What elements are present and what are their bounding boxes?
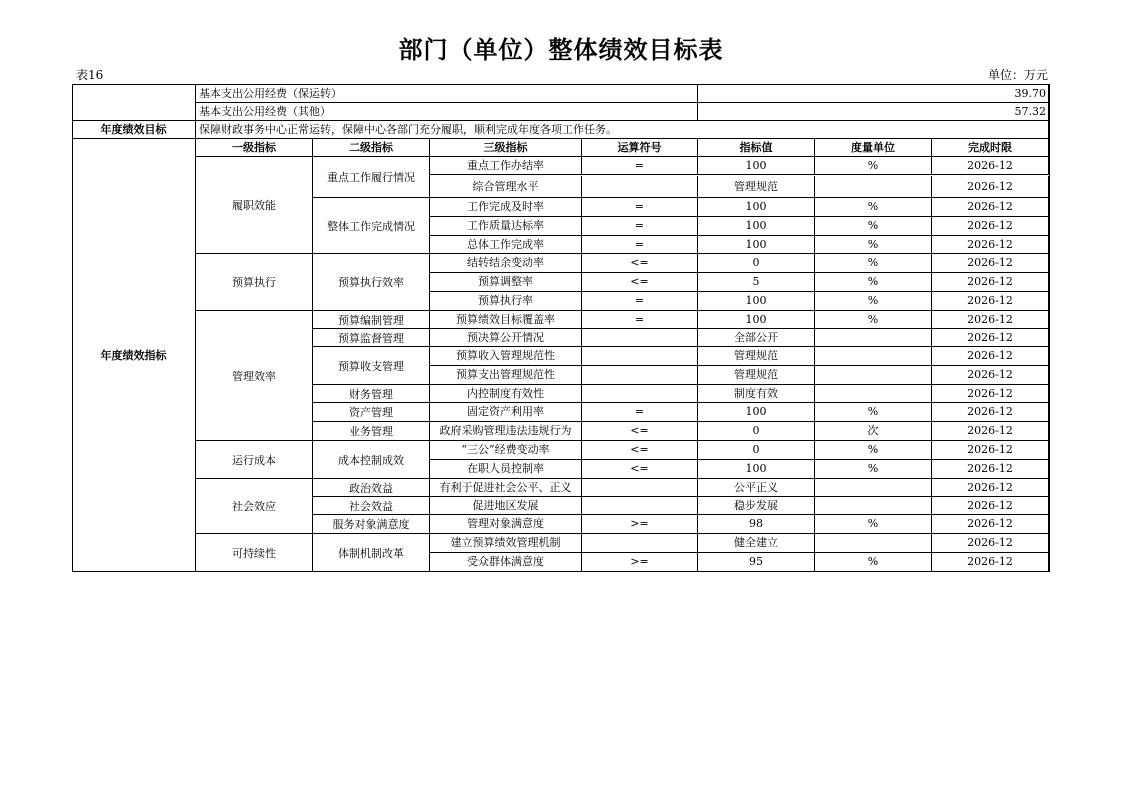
operator-cell <box>582 329 698 347</box>
deadline-cell: 2026-12 <box>932 403 1049 422</box>
operator-cell: = <box>582 157 698 175</box>
level3-cell: 政府采购管理违法违规行为 <box>430 422 582 441</box>
operator-cell: = <box>582 217 698 236</box>
level1-cell: 预算执行 <box>196 254 313 311</box>
fund-label: 基本支出公用经费（其他） <box>196 103 698 121</box>
deadline-cell: 2026-12 <box>932 497 1049 515</box>
level1-cell: 社会效应 <box>196 479 313 534</box>
deadline-cell: 2026-12 <box>932 311 1049 329</box>
value-cell: 0 <box>698 254 815 273</box>
operator-cell <box>582 347 698 366</box>
annual-goal-label: 年度绩效目标 <box>72 121 196 139</box>
operator-cell: >= <box>582 515 698 534</box>
table-number: 表16 <box>76 68 104 82</box>
deadline-cell: 2026-12 <box>932 385 1049 403</box>
table-row <box>72 311 1049 329</box>
fund-label: 基本支出公用经费（保运转） <box>196 85 698 103</box>
value-cell: 公平正义 <box>698 479 815 497</box>
level1-cell: 可持续性 <box>196 534 313 572</box>
deadline-cell: 2026-12 <box>932 534 1049 553</box>
deadline-cell: 2026-12 <box>932 347 1049 366</box>
level2-cell: 业务管理 <box>313 422 430 441</box>
header-unit: 度量单位 <box>815 139 932 157</box>
level2-cell: 预算编制管理 <box>313 311 430 329</box>
unit-cell <box>815 347 932 366</box>
deadline-cell: 2026-12 <box>932 329 1049 347</box>
operator-cell <box>582 479 698 497</box>
value-cell: 95 <box>698 553 815 572</box>
annual-goal-row <box>72 121 1049 139</box>
value-cell: 0 <box>698 441 815 460</box>
level3-cell: 重点工作办结率 <box>430 157 582 175</box>
deadline-cell: 2026-12 <box>932 254 1049 273</box>
table-row <box>72 460 1049 479</box>
table-row <box>72 176 1049 198</box>
deadline-cell: 2026-12 <box>932 217 1049 236</box>
unit-cell: % <box>815 515 932 534</box>
fund-value: 57.32 <box>698 103 1049 121</box>
deadline-cell: 2026-12 <box>932 198 1049 217</box>
unit-cell: % <box>815 157 932 175</box>
unit-cell: % <box>815 273 932 292</box>
level3-cell: 预算绩效目标覆盖率 <box>430 311 582 329</box>
value-cell: 制度有效 <box>698 385 815 403</box>
table-row <box>72 515 1049 534</box>
level2-cell: 资产管理 <box>313 403 430 422</box>
level3-cell: 建立预算绩效管理机制 <box>430 534 582 553</box>
unit-cell: % <box>815 441 932 460</box>
table-row <box>72 273 1049 292</box>
operator-cell: = <box>582 236 698 254</box>
value-cell: 100 <box>698 460 815 479</box>
level3-cell: 受众群体满意度 <box>430 553 582 572</box>
deadline-cell: 2026-12 <box>932 176 1049 198</box>
unit-cell <box>815 366 932 385</box>
level2-cell: 服务对象满意度 <box>313 515 430 534</box>
value-cell: 管理规范 <box>698 366 815 385</box>
deadline-cell: 2026-12 <box>932 236 1049 254</box>
level1-cell: 履职效能 <box>196 157 313 254</box>
value-cell: 100 <box>698 311 815 329</box>
fund-left-spacer <box>72 85 196 103</box>
value-cell: 健全建立 <box>698 534 815 553</box>
level2-cell: 预算监督管理 <box>313 329 430 347</box>
fund-row <box>72 103 1049 121</box>
table-row <box>72 329 1049 347</box>
deadline-cell: 2026-12 <box>932 515 1049 534</box>
header-level2: 二级指标 <box>313 139 430 157</box>
value-cell: 5 <box>698 273 815 292</box>
level3-cell: 管理对象满意度 <box>430 515 582 534</box>
level3-cell: 预算收入管理规范性 <box>430 347 582 366</box>
deadline-cell: 2026-12 <box>932 422 1049 441</box>
table-row <box>72 441 1049 460</box>
level3-cell: 预算支出管理规范性 <box>430 366 582 385</box>
level2-cell: 预算收支管理 <box>313 347 430 385</box>
deadline-cell: 2026-12 <box>932 553 1049 572</box>
unit-cell: % <box>815 236 932 254</box>
level3-cell: 在职人员控制率 <box>430 460 582 479</box>
operator-cell <box>582 176 698 198</box>
fund-value: 39.70 <box>698 85 1049 103</box>
level2-cell: 预算执行效率 <box>313 254 430 311</box>
value-cell: 98 <box>698 515 815 534</box>
level3-cell: 工作质量达标率 <box>430 217 582 236</box>
level2-cell: 成本控制成效 <box>313 441 430 479</box>
header-operator: 运算符号 <box>582 139 698 157</box>
value-cell: 0 <box>698 422 815 441</box>
operator-cell: <= <box>582 273 698 292</box>
value-cell: 100 <box>698 198 815 217</box>
page-title: 部门（单位）整体绩效目标表 <box>398 36 724 64</box>
level2-cell: 整体工作完成情况 <box>313 198 430 254</box>
unit-label: 单位：万元 <box>987 68 1048 82</box>
fund-row <box>72 85 1049 103</box>
unit-cell <box>815 385 932 403</box>
value-cell: 100 <box>698 292 815 311</box>
level3-cell: “三公”经费变动率 <box>430 441 582 460</box>
deadline-cell: 2026-12 <box>932 292 1049 311</box>
table-row <box>72 217 1049 236</box>
table-row <box>72 534 1049 553</box>
unit-cell <box>815 479 932 497</box>
unit-cell: % <box>815 198 932 217</box>
operator-cell: <= <box>582 441 698 460</box>
level2-cell: 重点工作履行情况 <box>313 157 430 198</box>
indicators-label: 年度绩效指标 <box>72 139 196 572</box>
operator-cell: = <box>582 292 698 311</box>
operator-cell <box>582 385 698 403</box>
value-cell: 全部公开 <box>698 329 815 347</box>
level3-cell: 预决算公开情况 <box>430 329 582 347</box>
value-cell: 100 <box>698 157 815 175</box>
level2-cell: 政治效益 <box>313 479 430 497</box>
deadline-cell: 2026-12 <box>932 479 1049 497</box>
operator-cell: >= <box>582 553 698 572</box>
unit-cell <box>815 329 932 347</box>
value-cell: 100 <box>698 403 815 422</box>
deadline-cell: 2026-12 <box>932 157 1049 175</box>
unit-cell: % <box>815 460 932 479</box>
unit-cell <box>815 534 932 553</box>
unit-cell: % <box>815 553 932 572</box>
table-row <box>72 347 1049 366</box>
level3-cell: 有利于促进社会公平、正义 <box>430 479 582 497</box>
unit-cell: % <box>815 292 932 311</box>
header-value: 指标值 <box>698 139 815 157</box>
unit-cell: 次 <box>815 422 932 441</box>
table-row <box>72 553 1049 572</box>
value-cell: 管理规范 <box>698 347 815 366</box>
operator-cell: = <box>582 198 698 217</box>
level1-cell: 运行成本 <box>196 441 313 479</box>
table-row <box>72 366 1049 385</box>
table-row <box>72 497 1049 515</box>
level3-cell: 固定资产利用率 <box>430 403 582 422</box>
value-cell: 管理规范 <box>698 176 815 198</box>
level1-cell: 管理效率 <box>196 311 313 441</box>
table-row <box>72 479 1049 497</box>
operator-cell: = <box>582 311 698 329</box>
unit-cell: % <box>815 254 932 273</box>
table-row <box>72 292 1049 311</box>
level3-cell: 预算执行率 <box>430 292 582 311</box>
operator-cell <box>582 497 698 515</box>
operator-cell: <= <box>582 422 698 441</box>
deadline-cell: 2026-12 <box>932 366 1049 385</box>
value-cell: 稳步发展 <box>698 497 815 515</box>
table-row <box>72 403 1049 422</box>
unit-cell <box>815 176 932 198</box>
header-row <box>72 139 1049 157</box>
level3-cell: 内控制度有效性 <box>430 385 582 403</box>
operator-cell <box>582 366 698 385</box>
table-row <box>72 385 1049 403</box>
header-deadline: 完成时限 <box>932 139 1049 157</box>
header-level1: 一级指标 <box>196 139 313 157</box>
table-row <box>72 198 1049 217</box>
unit-cell <box>815 497 932 515</box>
level3-cell: 结转结余变动率 <box>430 254 582 273</box>
annual-goal-text: 保障财政事务中心正常运转，保障中心各部门充分履职，顺利完成年度各项工作任务。 <box>196 121 1049 139</box>
deadline-cell: 2026-12 <box>932 441 1049 460</box>
deadline-cell: 2026-12 <box>932 460 1049 479</box>
operator-cell: = <box>582 403 698 422</box>
level3-cell: 总体工作完成率 <box>430 236 582 254</box>
level2-cell: 体制机制改革 <box>313 534 430 572</box>
unit-cell: % <box>815 217 932 236</box>
operator-cell: <= <box>582 254 698 273</box>
header-level3: 三级指标 <box>430 139 582 157</box>
operator-cell <box>582 534 698 553</box>
table-row <box>72 157 1049 175</box>
value-cell: 100 <box>698 236 815 254</box>
table-row <box>72 236 1049 254</box>
level3-cell: 促进地区发展 <box>430 497 582 515</box>
table-row <box>72 422 1049 441</box>
table-row <box>72 254 1049 273</box>
unit-cell: % <box>815 311 932 329</box>
value-cell: 100 <box>698 217 815 236</box>
operator-cell: <= <box>582 460 698 479</box>
level3-cell: 综合管理水平 <box>430 176 582 198</box>
level3-cell: 工作完成及时率 <box>430 198 582 217</box>
level3-cell: 预算调整率 <box>430 273 582 292</box>
level2-cell: 社会效益 <box>313 497 430 515</box>
unit-cell: % <box>815 403 932 422</box>
level2-cell: 财务管理 <box>313 385 430 403</box>
fund-left-spacer <box>72 103 196 121</box>
deadline-cell: 2026-12 <box>932 273 1049 292</box>
